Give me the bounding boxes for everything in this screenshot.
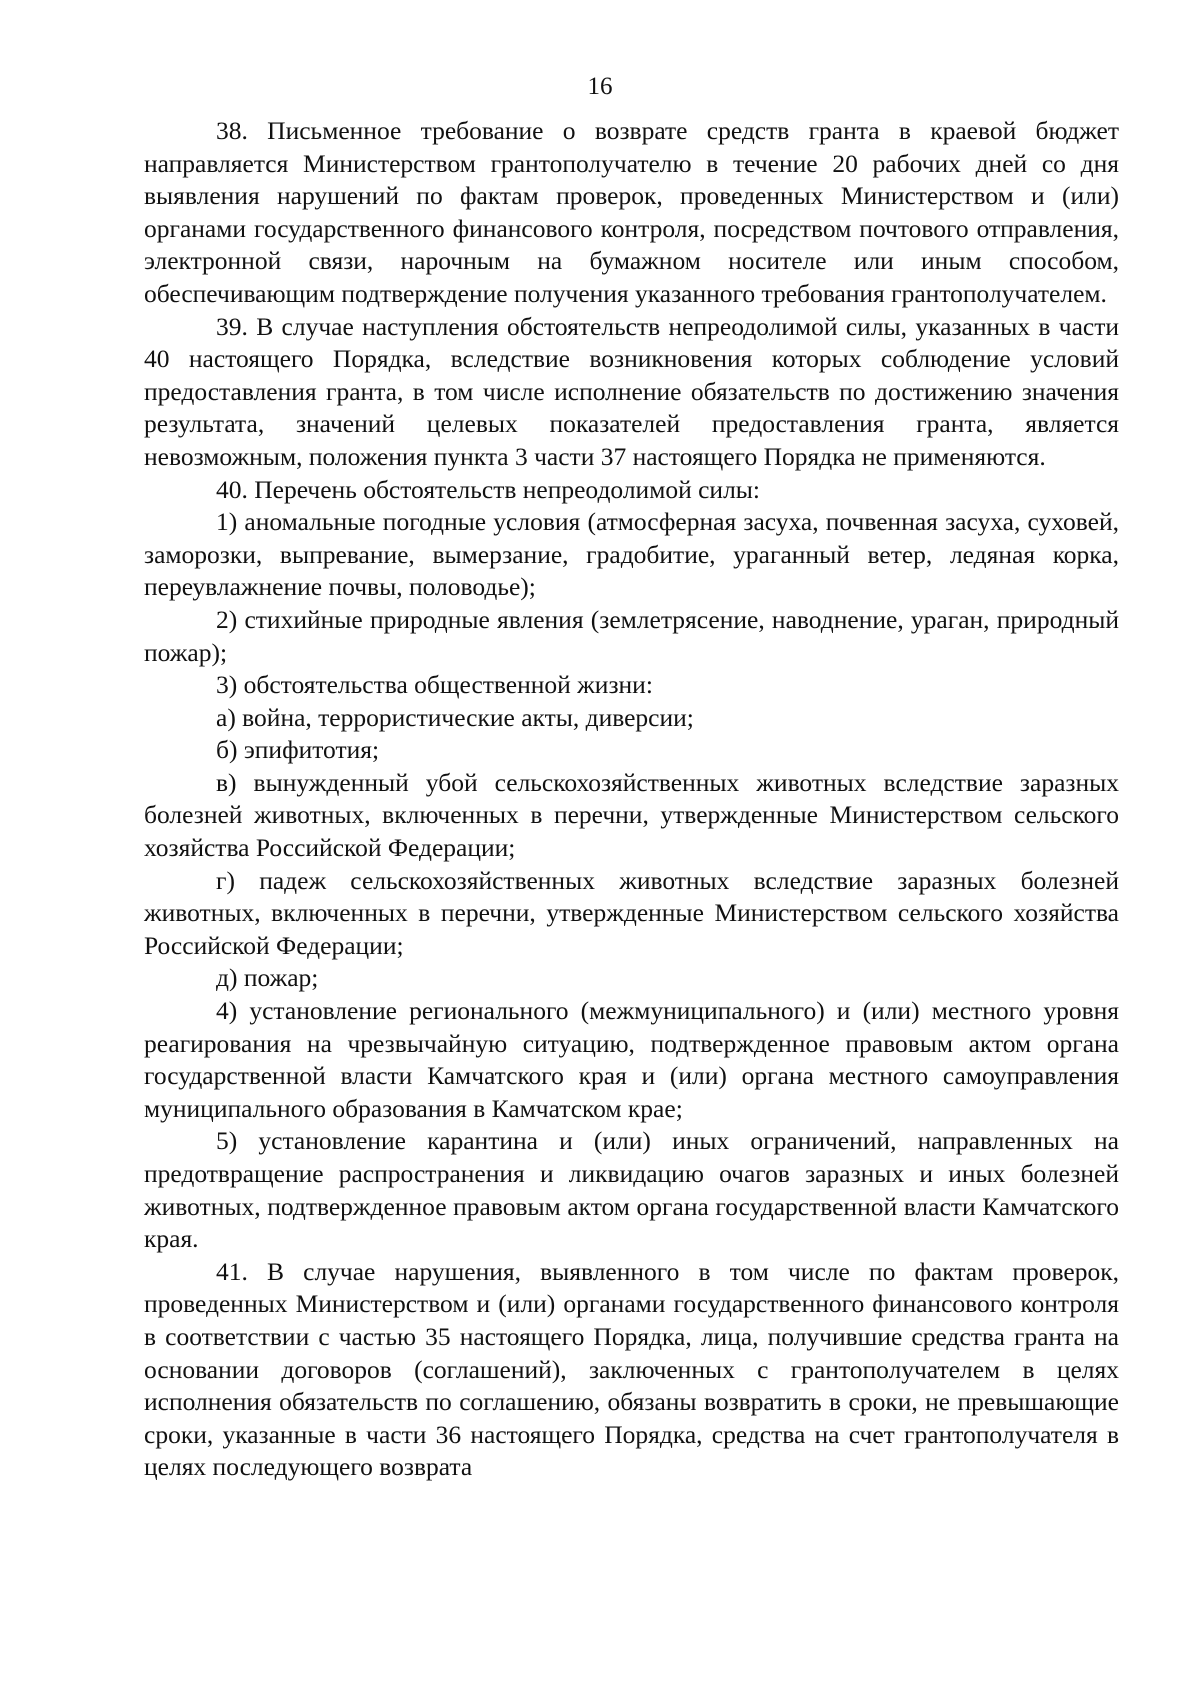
sub-item-a: а) война, террористические акты, диверсии; [216, 702, 694, 732]
sub-item-b: б) эпифитотия; [216, 735, 380, 765]
list-item-4: 4) установление регионального (межмуниципального) и (или) местного уровня реагирования на чрезвычайную ситуацию, подтвержденное правовым актом органа государственной власти Камчатского края и (или) органа местного самоуправления муниципального образования в Камчатском крае; [144, 996, 1119, 1123]
document-body [144, 115, 1119, 1484]
list-item-2: 2) стихийные природные явления (землетрясение, наводнение, ураган, природный пожар); [144, 604, 1119, 667]
sub-item-g: г) падеж сельскохозяйственных животных вследствие заразных болезней животных, включенных в перечни, утвержденные Министерством сельского хозяйства Российской Федерации; [144, 865, 1119, 960]
sub-item-d: д) пожар; [216, 963, 319, 993]
sub-item-v: в) вынужденный убой сельскохозяйственных животных вследствие заразных болезней животных, включенных в перечни, утвержденные Министерством сельского хозяйства Российской Федерации; [144, 767, 1119, 863]
list-item-3: 3) обстоятельства общественной жизни: [216, 670, 653, 700]
paragraph-40: 40. Перечень обстоятельств непреодолимой силы: [216, 474, 761, 504]
page-number: 16 [587, 73, 613, 100]
paragraph-38: 38. Письменное требование о возврате средств гранта в краевой бюджет направляется Министерством грантополучателю в течение 20 рабочих дней со дня выявления нарушений по фактам проверок, проведенных Министерством и (или) органами государственного финансового контроля, посредством почтового отправления, электронной связи, нарочным на бумажном носителе или иным способом, обеспечивающим подтверждение получения указанного требования грантополучателем. [144, 116, 1119, 308]
list-item-5: 5) установление карантина и (или) иных ограничений, направленных на предотвращение распространения и ликвидацию очагов заразных и иных болезней животных, подтвержденное правовым актом органа государственной власти Камчатского края. [144, 1126, 1119, 1254]
list-item-1: 1) аномальные погодные условия (атмосферная засуха, почвенная засуха, суховей, заморозки, выпревание, вымерзание, градобитие, ураганный ветер, ледяная корка, переувлажнение почвы, половодье); [144, 507, 1119, 602]
paragraph-41: 41. В случае нарушения, выявленного в том числе по фактам проверок, проведенных Министерством и (или) органами государственного финансового контроля в соответствии с частью 35 настоящего Порядка, лица, получившие средства гранта на основании договоров (соглашений), заключенных с грантополучателем в целях исполнения обязательств по соглашению, обязаны возвратить в сроки, не превышающие сроки, указанные в части 36 настоящего Порядка, средства на счет грантополучателя в целях последующего возврата [144, 1256, 1119, 1482]
paragraph-39: 39. В случае наступления обстоятельств непреодолимой силы, указанных в части 40 настоящего Порядка, вследствие возникновения которых соблюдение условий предоставления гранта, в том числе исполнение обязательств по достижению значения результата, значений целевых показателей предоставления гранта, является невозможным, положения пункта 3 части 37 настоящего Порядка не применяются. [144, 311, 1119, 471]
